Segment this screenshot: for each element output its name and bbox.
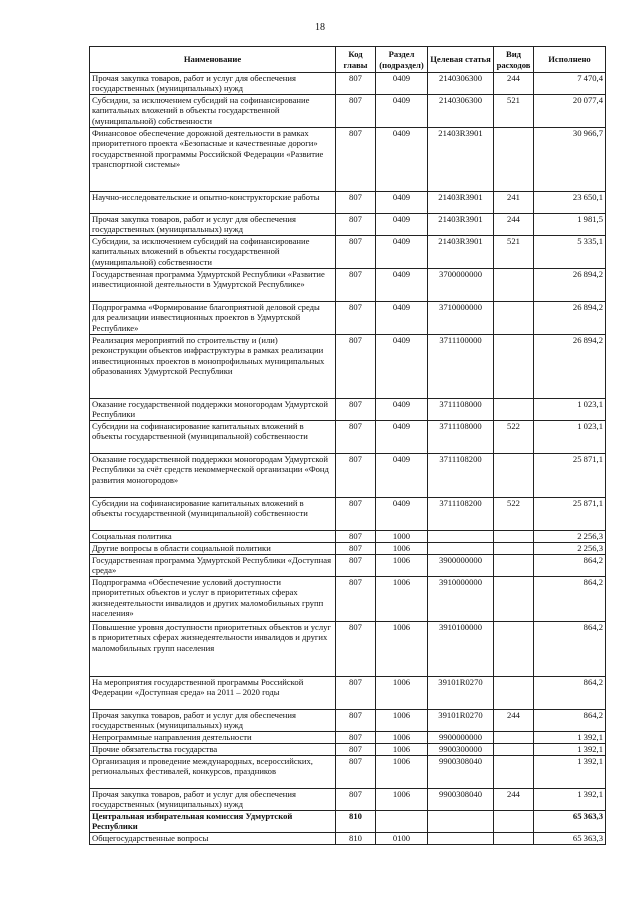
table-row: [90, 732, 606, 744]
cell-statya: 2140306300: [428, 95, 494, 128]
cell-vid: [494, 335, 534, 399]
cell-glava: 807: [336, 128, 376, 192]
cell-ispolneno: 864,2: [534, 622, 606, 677]
cell-statya: 21403R3901: [428, 236, 494, 269]
cell-razdel: 0409: [376, 236, 428, 269]
cell-razdel: 0409: [376, 454, 428, 498]
cell-statya: 21403R3901: [428, 192, 494, 214]
cell-vid: [494, 732, 534, 744]
cell-vid: 522: [494, 498, 534, 531]
cell-vid: [494, 454, 534, 498]
cell-glava: 807: [336, 335, 376, 399]
cell-name: Научно-исследовательские и опытно-конструкторские работы: [90, 192, 336, 214]
cell-statya: 3710000000: [428, 302, 494, 335]
table-row: [90, 399, 606, 421]
cell-ispolneno: 2 256,3: [534, 543, 606, 555]
cell-ispolneno: 5 335,1: [534, 236, 606, 269]
table-header-row: [90, 47, 606, 73]
cell-statya: 9900000000: [428, 732, 494, 744]
cell-statya: 3910100000: [428, 622, 494, 677]
cell-statya: 3700000000: [428, 269, 494, 302]
cell-statya: 3711108200: [428, 454, 494, 498]
table-row: [90, 73, 606, 95]
cell-razdel: 1006: [376, 710, 428, 732]
cell-name: Организация и проведение международных, всероссийских, региональных фестивалей, конкурсов, праздников: [90, 756, 336, 789]
cell-vid: 244: [494, 73, 534, 95]
cell-ispolneno: 25 871,1: [534, 498, 606, 531]
page-number: 18: [315, 22, 325, 33]
cell-vid: 521: [494, 236, 534, 269]
cell-razdel: 0409: [376, 214, 428, 236]
header-razdel: Раздел (подраздел): [376, 47, 428, 73]
table-row: [90, 531, 606, 543]
cell-statya: 9900308040: [428, 756, 494, 789]
cell-name: Прочая закупка товаров, работ и услуг для обеспечения государственных (муниципальных) нужд: [90, 789, 336, 811]
cell-glava: 807: [336, 73, 376, 95]
table-row: [90, 710, 606, 732]
cell-glava: 807: [336, 710, 376, 732]
cell-vid: [494, 677, 534, 710]
cell-ispolneno: 20 077,4: [534, 95, 606, 128]
table-row: [90, 214, 606, 236]
cell-vid: [494, 811, 534, 833]
header-ispolneno: Исполнено: [534, 47, 606, 73]
table-row: [90, 622, 606, 677]
cell-statya: 39101R0270: [428, 677, 494, 710]
cell-name: Общегосударственные вопросы: [90, 833, 336, 845]
cell-ispolneno: 1 392,1: [534, 789, 606, 811]
cell-name: Повышение уровня доступности приоритетных объектов и услуг в приоритетных сферах жизнедеятельности инвалидов и других маломобильных групп населения: [90, 622, 336, 677]
cell-glava: 807: [336, 236, 376, 269]
table-row: [90, 421, 606, 454]
cell-statya: 3910000000: [428, 577, 494, 622]
cell-statya: 3711108000: [428, 421, 494, 454]
cell-vid: 522: [494, 421, 534, 454]
cell-glava: 807: [336, 454, 376, 498]
cell-ispolneno: 30 966,7: [534, 128, 606, 192]
cell-ispolneno: 7 470,4: [534, 73, 606, 95]
cell-vid: 521: [494, 95, 534, 128]
header-vid: Вид расходов: [494, 47, 534, 73]
cell-ispolneno: 26 894,2: [534, 335, 606, 399]
table-row: [90, 833, 606, 845]
cell-razdel: 0409: [376, 399, 428, 421]
cell-razdel: 0409: [376, 73, 428, 95]
cell-glava: 810: [336, 833, 376, 845]
cell-ispolneno: 65 363,3: [534, 811, 606, 833]
cell-vid: [494, 128, 534, 192]
cell-glava: 807: [336, 577, 376, 622]
cell-glava: 807: [336, 756, 376, 789]
cell-ispolneno: 1 392,1: [534, 732, 606, 744]
table-row: [90, 269, 606, 302]
header-statya: Целевая статья: [428, 47, 494, 73]
cell-glava: 807: [336, 214, 376, 236]
cell-vid: [494, 622, 534, 677]
cell-glava: 807: [336, 789, 376, 811]
table-row: [90, 128, 606, 192]
cell-ispolneno: 864,2: [534, 710, 606, 732]
cell-name: Прочая закупка товаров, работ и услуг для обеспечения государственных (муниципальных) нужд: [90, 710, 336, 732]
header-name: Наименование: [90, 47, 336, 73]
cell-statya: 21403R3901: [428, 128, 494, 192]
cell-razdel: 0409: [376, 302, 428, 335]
table-row: [90, 302, 606, 335]
table-row: [90, 498, 606, 531]
table-row: [90, 95, 606, 128]
cell-ispolneno: 864,2: [534, 677, 606, 710]
cell-glava: 807: [336, 498, 376, 531]
cell-razdel: 1006: [376, 543, 428, 555]
table-row: [90, 454, 606, 498]
cell-ispolneno: 23 650,1: [534, 192, 606, 214]
cell-name: Подпрограмма «Формирование благоприятной деловой среды для реализации инвестиционных проектов в Удмуртской Республике»: [90, 302, 336, 335]
cell-statya: 9900300000: [428, 744, 494, 756]
cell-glava: 807: [336, 95, 376, 128]
header-glava: Код главы: [336, 47, 376, 73]
cell-razdel: 1006: [376, 789, 428, 811]
cell-vid: [494, 756, 534, 789]
cell-vid: [494, 744, 534, 756]
cell-name: Прочая закупка товаров, работ и услуг для обеспечения государственных (муниципальных) нужд: [90, 73, 336, 95]
cell-razdel: 0409: [376, 128, 428, 192]
cell-name: Субсидии на софинансирование капитальных вложений в объекты государственной (муниципальной) собственности: [90, 498, 336, 531]
cell-glava: 807: [336, 399, 376, 421]
cell-ispolneno: 1 392,1: [534, 744, 606, 756]
cell-glava: 807: [336, 543, 376, 555]
cell-name: Государственная программа Удмуртской Республики «Развитие инвестиционной деятельности в Удмуртской Республике»: [90, 269, 336, 302]
cell-razdel: 0100: [376, 833, 428, 845]
cell-name: Государственная программа Удмуртской Республики «Доступная среда»: [90, 555, 336, 577]
cell-glava: 807: [336, 622, 376, 677]
cell-ispolneno: 26 894,2: [534, 302, 606, 335]
cell-name: Прочая закупка товаров, работ и услуг для обеспечения государственных (муниципальных) нужд: [90, 214, 336, 236]
cell-name: Субсидии, за исключением субсидий на софинансирование капитальных вложений в объекты государственной (муниципальной) собственности: [90, 236, 336, 269]
cell-ispolneno: 26 894,2: [534, 269, 606, 302]
cell-name: Финансовое обеспечение дорожной деятельности в рамках приоритетного проекта «Безопасные и качественные дороги» государственной программы Российской Федерации «Развитие транспортной системы»: [90, 128, 336, 192]
cell-razdel: 0409: [376, 95, 428, 128]
cell-ispolneno: 864,2: [534, 577, 606, 622]
cell-name: Прочие обязательства государства: [90, 744, 336, 756]
table-row: [90, 756, 606, 789]
cell-vid: [494, 555, 534, 577]
cell-ispolneno: 65 363,3: [534, 833, 606, 845]
cell-razdel: 1006: [376, 577, 428, 622]
cell-vid: 244: [494, 214, 534, 236]
cell-statya: [428, 531, 494, 543]
cell-name: На мероприятия государственной программы Российской Федерации «Доступная среда» на 2011 – 2020 годы: [90, 677, 336, 710]
cell-name: Другие вопросы в области социальной политики: [90, 543, 336, 555]
cell-statya: 2140306300: [428, 73, 494, 95]
cell-razdel: 1006: [376, 622, 428, 677]
cell-ispolneno: 1 392,1: [534, 756, 606, 789]
cell-ispolneno: 864,2: [534, 555, 606, 577]
cell-name: Социальная политика: [90, 531, 336, 543]
table-row: [90, 192, 606, 214]
cell-name: Реализация мероприятий по строительству и (или) реконструкции объектов инфраструктуры в рамках реализации инвестиционных проектов в монопрофильных муниципальных образованиях Удмуртской Республики: [90, 335, 336, 399]
table-row: [90, 677, 606, 710]
cell-statya: 3711108200: [428, 498, 494, 531]
cell-glava: 807: [336, 555, 376, 577]
table-row: [90, 811, 606, 833]
cell-statya: 39101R0270: [428, 710, 494, 732]
cell-razdel: 1006: [376, 555, 428, 577]
cell-ispolneno: 1 023,1: [534, 399, 606, 421]
cell-glava: 810: [336, 811, 376, 833]
cell-name: Субсидии на софинансирование капитальных вложений в объекты государственной (муниципальной) собственности: [90, 421, 336, 454]
cell-razdel: 0409: [376, 192, 428, 214]
cell-vid: 241: [494, 192, 534, 214]
cell-vid: [494, 399, 534, 421]
cell-vid: [494, 833, 534, 845]
cell-vid: 244: [494, 789, 534, 811]
cell-statya: 3711108000: [428, 399, 494, 421]
cell-glava: 807: [336, 269, 376, 302]
cell-vid: [494, 302, 534, 335]
cell-razdel: 0409: [376, 498, 428, 531]
cell-name: Оказание государственной поддержки моногородам Удмуртской Республики: [90, 399, 336, 421]
cell-razdel: 1006: [376, 732, 428, 744]
cell-name: Центральная избирательная комиссия Удмуртской Республики: [90, 811, 336, 833]
cell-ispolneno: 1 981,5: [534, 214, 606, 236]
cell-ispolneno: 25 871,1: [534, 454, 606, 498]
cell-statya: [428, 811, 494, 833]
cell-razdel: 0409: [376, 421, 428, 454]
cell-razdel: 0409: [376, 269, 428, 302]
cell-razdel: 0409: [376, 335, 428, 399]
table-row: [90, 236, 606, 269]
cell-glava: 807: [336, 421, 376, 454]
cell-name: Оказание государственной поддержки моногородам Удмуртской Республики за счёт средств некоммерческой организации «Фонд развития моногородов»: [90, 454, 336, 498]
cell-razdel: 1006: [376, 677, 428, 710]
cell-statya: 9900308040: [428, 789, 494, 811]
cell-statya: 3711100000: [428, 335, 494, 399]
cell-razdel: 1000: [376, 531, 428, 543]
cell-vid: [494, 531, 534, 543]
table-row: [90, 335, 606, 399]
table-row: [90, 543, 606, 555]
table-row: [90, 555, 606, 577]
budget-table: [89, 46, 606, 845]
cell-glava: 807: [336, 732, 376, 744]
cell-vid: 244: [494, 710, 534, 732]
cell-razdel: 1006: [376, 744, 428, 756]
cell-name: Субсидии, за исключением субсидий на софинансирование капитальных вложений в объекты государственной (муниципальной) собственности: [90, 95, 336, 128]
cell-vid: [494, 577, 534, 622]
cell-glava: 807: [336, 531, 376, 543]
cell-glava: 807: [336, 744, 376, 756]
cell-statya: 21403R3901: [428, 214, 494, 236]
cell-vid: [494, 269, 534, 302]
cell-ispolneno: 2 256,3: [534, 531, 606, 543]
table-row: [90, 789, 606, 811]
cell-statya: 3900000000: [428, 555, 494, 577]
cell-name: Подпрограмма «Обеспечение условий доступности приоритетных объектов и услуг в приоритетных сферах жизнедеятельности инвалидов и других маломобильных групп населения»: [90, 577, 336, 622]
table-row: [90, 577, 606, 622]
cell-razdel: [376, 811, 428, 833]
cell-statya: [428, 543, 494, 555]
cell-glava: 807: [336, 677, 376, 710]
cell-glava: 807: [336, 192, 376, 214]
cell-glava: 807: [336, 302, 376, 335]
cell-ispolneno: 1 023,1: [534, 421, 606, 454]
cell-vid: [494, 543, 534, 555]
cell-razdel: 1006: [376, 756, 428, 789]
table-row: [90, 744, 606, 756]
cell-statya: [428, 833, 494, 845]
cell-name: Непрограммные направления деятельности: [90, 732, 336, 744]
